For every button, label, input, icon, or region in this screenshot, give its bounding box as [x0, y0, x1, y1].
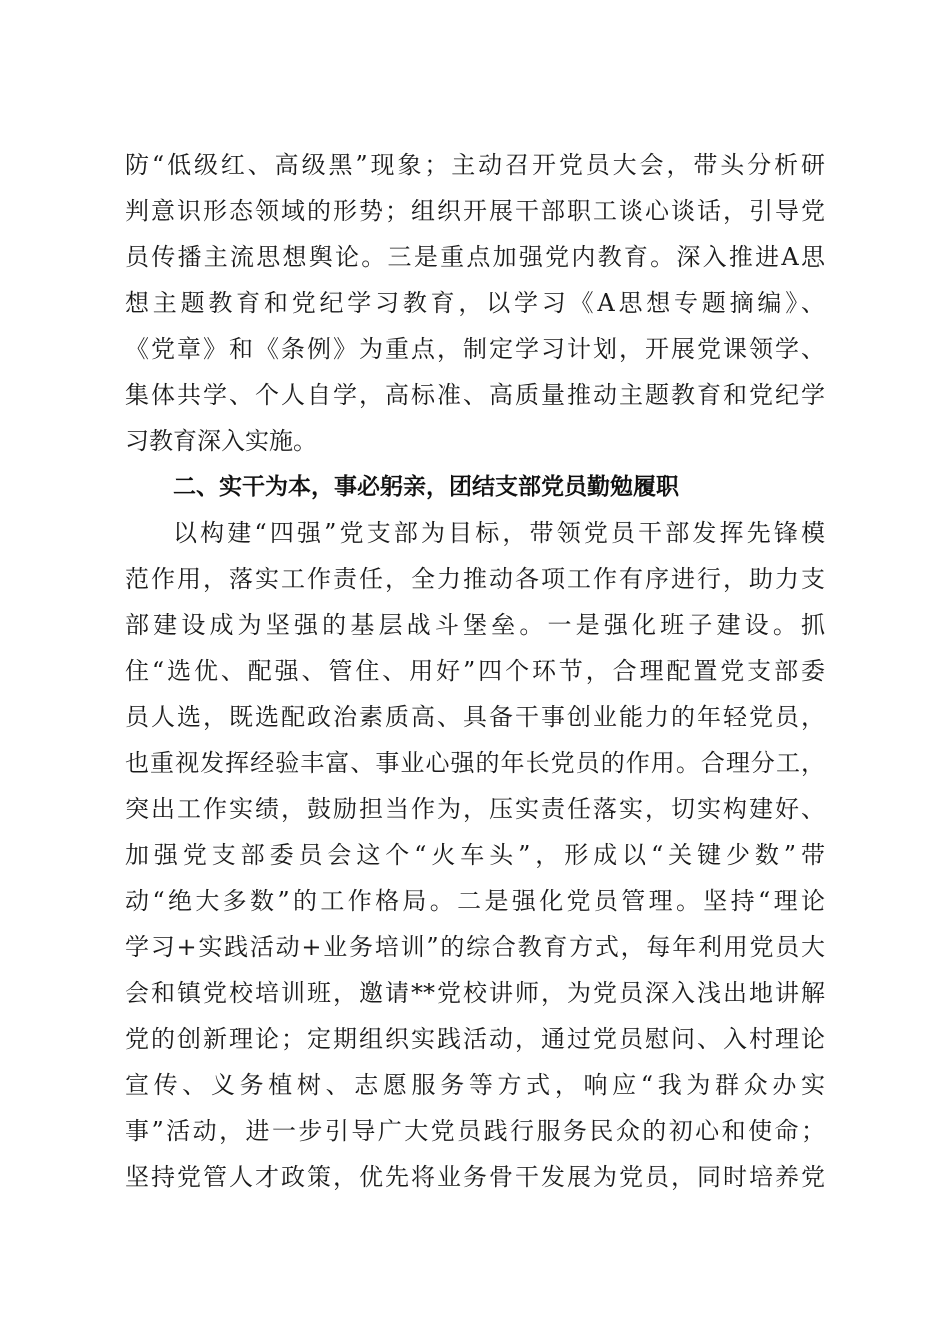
paragraph-line: 员传播主流思想舆论。三是重点加强党内教育。深入推进A思: [125, 243, 825, 271]
paragraph-line: 判意识形态领域的形势；组织开展干部职工谈心谈话，引导党: [125, 197, 825, 225]
paragraph-line: 想主题教育和党纪学习教育，以学习《A思想专题摘编》、: [125, 289, 825, 317]
paragraph-line: 以构建“四强”党支部为目标，带领党员干部发挥先锋模: [173, 519, 825, 547]
paragraph-line: 部建设成为坚强的基层战斗堡垒。一是强化班子建设。抓: [125, 611, 825, 639]
paragraph-line: 事”活动，进一步引导广大党员践行服务民众的初心和使命；: [125, 1117, 825, 1145]
paragraph-line: 会和镇党校培训班，邀请**党校讲师，为党员深入浅出地讲解: [125, 979, 825, 1007]
document-body: [125, 142, 825, 1200]
paragraph-line: 动“绝大多数”的工作格局。二是强化党员管理。坚持“理论: [125, 887, 825, 915]
paragraph-line: 突出工作实绩，鼓励担当作为，压实责任落实，切实构建好、: [125, 795, 825, 823]
paragraph-line: 党的创新理论；定期组织实践活动，通过党员慰问、入村理论: [125, 1025, 825, 1053]
paragraph-line: 宣传、义务植树、志愿服务等方式，响应“我为群众办实: [125, 1071, 825, 1099]
paragraph-line: 范作用，落实工作责任，全力推动各项工作有序进行，助力支: [125, 565, 825, 593]
paragraph-line: 集体共学、个人自学，高标准、高质量推动主题教育和党纪学: [125, 381, 825, 409]
paragraph-line: 加强党支部委员会这个“火车头”，形成以“关键少数”带: [125, 841, 825, 869]
paragraph-line: 员人选，既选配政治素质高、具备干事创业能力的年轻党员，: [125, 703, 825, 731]
paragraph-line: 学习+实践活动+业务培训”的综合教育方式，每年利用党员大: [125, 933, 825, 961]
paragraph-line: 《党章》和《条例》为重点，制定学习计划，开展党课领学、: [125, 335, 825, 363]
paragraph-line: 防“低级红、高级黑”现象；主动召开党员大会，带头分析研: [125, 151, 825, 179]
section-heading: 二、实干为本，事必躬亲，团结支部党员勤勉履职: [173, 474, 679, 500]
paragraph-line: 也重视发挥经验丰富、事业心强的年长党员的作用。合理分工，: [125, 749, 825, 777]
paragraph-line: 习教育深入实施。: [125, 427, 317, 455]
paragraph-line: 坚持党管人才政策，优先将业务骨干发展为党员，同时培养党: [125, 1163, 825, 1191]
paragraph-line: 住“选优、配强、管住、用好”四个环节，合理配置党支部委: [125, 657, 825, 685]
